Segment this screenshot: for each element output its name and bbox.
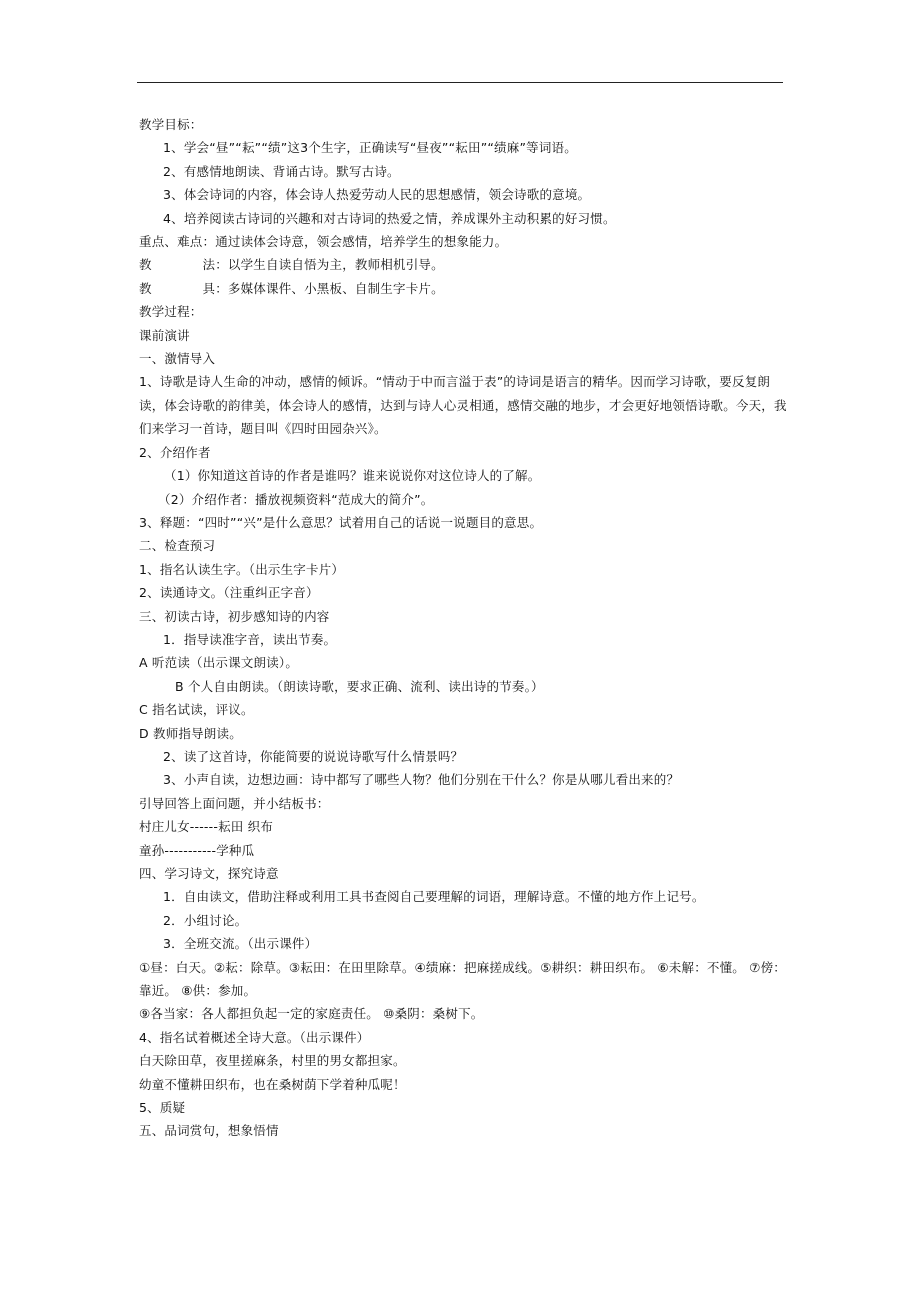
goal-item-1: 1、学会“昼”“耘”“绩”这3个生字，正确读写“昼夜”“耘田”“绩麻”等词语。: [163, 140, 577, 156]
section-3-heading: 三、初读古诗，初步感知诗的内容: [139, 608, 330, 624]
section-4-heading: 四、学习诗文，探究诗意: [139, 866, 279, 881]
section-4-item-5: 5、质疑: [139, 1100, 186, 1116]
word-notes-1: ①昼：白天。②耘：除草。③耘田：在田里除草。④绩麻：把麻搓成线。⑤耕织：耕田织布。 ⑥未解：不懂。 ⑦傍：靠近。 ⑧供：参加。: [139, 959, 786, 999]
poem-meaning-1: 白天除田草，夜里搓麻条，村里的男女都担家。: [139, 1053, 406, 1069]
board-summary-intro: 引导回答上面问题，并小结板书：: [139, 795, 330, 811]
section-4-item-1: 1．自由读文，借助注释或利用工具书查阅自己要理解的词语，理解诗意。不懂的地方作上记号。: [163, 889, 705, 905]
section-1-item-3: 3、释题：“四时”“兴”是什么意思？试着用自己的话说一说题目的意思。: [139, 514, 543, 530]
section-1-paragraph: 1、诗歌是诗人生命的冲动，感情的倾诉。“情动于中而言溢于表”的诗词是语言的精华。因而学习诗歌，要反复朗读，体会诗歌的韵律美，体会诗人的感情，达到与诗人心灵相通，感情交融的地步，才会更好地领悟诗歌。今天，我们来学习一首诗，题目叫《四时田园杂兴》。: [139, 374, 787, 437]
board-line-1: 村庄儿女------耘田 织布: [139, 819, 274, 835]
section-3-item-1: 1．指导读准字音，读出节奏。: [163, 631, 337, 647]
teaching-method: 教 法：以学生自读自悟为主，教师相机引导。: [139, 257, 444, 273]
reading-step-b: B 个人自由朗读。（朗读诗歌，要求正确、流利、读出诗的节奏。）: [175, 678, 544, 694]
reading-step-c: C 指名试读，评议。: [139, 702, 254, 718]
key-points: 重点、难点：通过读体会诗意，领会感情，培养学生的想象能力。: [139, 234, 508, 250]
document-body: [139, 113, 789, 1143]
section-4-item-2: 2．小组讨论。: [163, 912, 248, 928]
section-2-item-1: 1、指名认读生字。（出示生字卡片）: [139, 561, 345, 577]
author-question-1: （1）你知道这首诗的作者是谁吗？谁来说说你对这位诗人的了解。: [164, 468, 541, 484]
section-3-item-2: 2、读了这首诗，你能简要的说说诗歌写什么情景吗？: [163, 748, 464, 764]
section-1-item-2: 2、介绍作者: [139, 444, 211, 460]
section-4-item-4: 4、指名试着概述全诗大意。（出示课件）: [139, 1029, 370, 1045]
section-5-heading: 五、品词赏句，想象悟情: [139, 1123, 279, 1139]
section-4-item-3: 3．全班交流。（出示课件）: [163, 936, 318, 952]
section-3-item-3: 3、小声自读，边想边画：诗中都写了哪些人物？他们分别在干什么？你是从哪儿看出来的？: [163, 772, 680, 788]
board-line-2: 童孙-----------学种瓜: [139, 842, 255, 858]
section-2-heading: 二、检查预习: [139, 538, 216, 554]
word-notes-2: ⑨各当家：各人都担负起一定的家庭责任。 ⑩桑阴：桑树下。: [139, 1006, 484, 1022]
section-1-heading: 一、激情导入: [139, 351, 216, 367]
teaching-tools: 教 具：多媒体课件、小黑板、自制生字卡片。: [139, 280, 444, 296]
heading-teaching-process: 教学过程：: [139, 304, 203, 320]
goal-item-4: 4、培养阅读古诗词的兴趣和对古诗词的热爱之情，养成课外主动积累的好习惯。: [163, 210, 616, 226]
goal-item-2: 2、有感情地朗读、背诵古诗。默写古诗。: [163, 163, 400, 179]
pre-class-speech: 课前演讲: [139, 327, 190, 343]
poem-meaning-2: 幼童不懂耕田织布，也在桑树荫下学着种瓜呢！: [139, 1076, 406, 1092]
reading-step-a: A 听范读（出示课文朗读）。: [139, 655, 299, 671]
header-rule: [137, 82, 783, 83]
reading-step-d: D 教师指导朗读。: [139, 725, 242, 741]
heading-teaching-goals: 教学目标：: [139, 117, 203, 132]
section-2-item-2: 2、读通诗文。（注重纠正字音）: [139, 585, 319, 601]
author-question-2: （2）介绍作者：播放视频资料“范成大的简介”。: [158, 491, 434, 507]
goal-item-3: 3、体会诗词的内容，体会诗人热爱劳动人民的思想感情，领会诗歌的意境。: [163, 187, 591, 203]
